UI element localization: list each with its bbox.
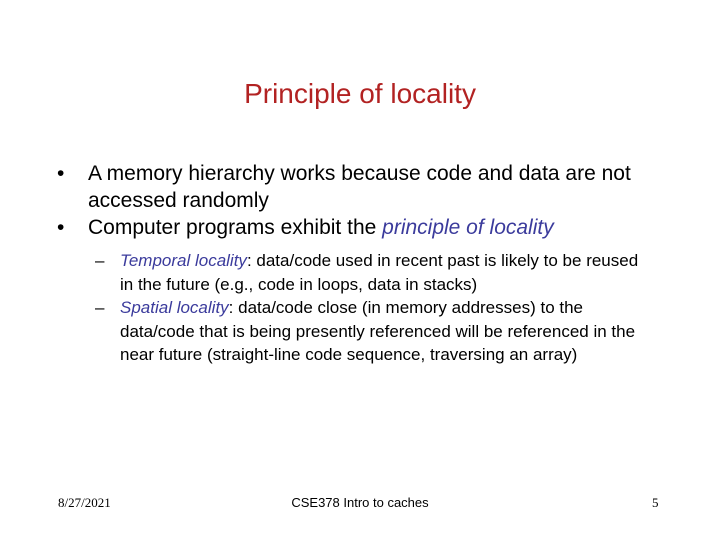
slide-title: Principle of locality [244, 78, 476, 109]
sub-bullet-temporal-locality [0, 249, 645, 296]
footer-course-title: CSE378 Intro to caches [291, 495, 429, 510]
bullet-list [0, 160, 720, 367]
sub-bullet-text: : data/code used in recent past is likely to be reused in the future (e.g., code in loops, data in stacks) [120, 251, 639, 294]
bullet-marker: • [57, 216, 65, 239]
bullet-emphasis: principle of locality [382, 216, 554, 239]
sub-bullet-list [0, 249, 720, 367]
footer-date: 8/27/2021 [58, 495, 111, 510]
sub-bullet-spatial-locality [0, 296, 645, 367]
sub-bullet-marker: – [95, 251, 105, 270]
bullet-marker: • [57, 162, 65, 185]
footer-page-number: 5 [652, 495, 659, 510]
bullet-principle-of-locality [0, 214, 648, 241]
sub-bullet-marker: – [95, 298, 105, 317]
sub-bullet-text: : data/code close (in memory addresses) to the data/code that is being presently referenced will be referenced in the near future (straight-line code sequence, traversing an array) [120, 298, 636, 364]
bullet-text: Computer programs exhibit the [88, 216, 383, 239]
sub-bullet-term: Temporal locality [120, 251, 247, 270]
bullet-memory-hierarchy [0, 160, 648, 214]
bullet-text: A memory hierarchy works because code and data are not accessed randomly [88, 162, 631, 212]
sub-bullet-term: Spatial locality [120, 298, 229, 317]
